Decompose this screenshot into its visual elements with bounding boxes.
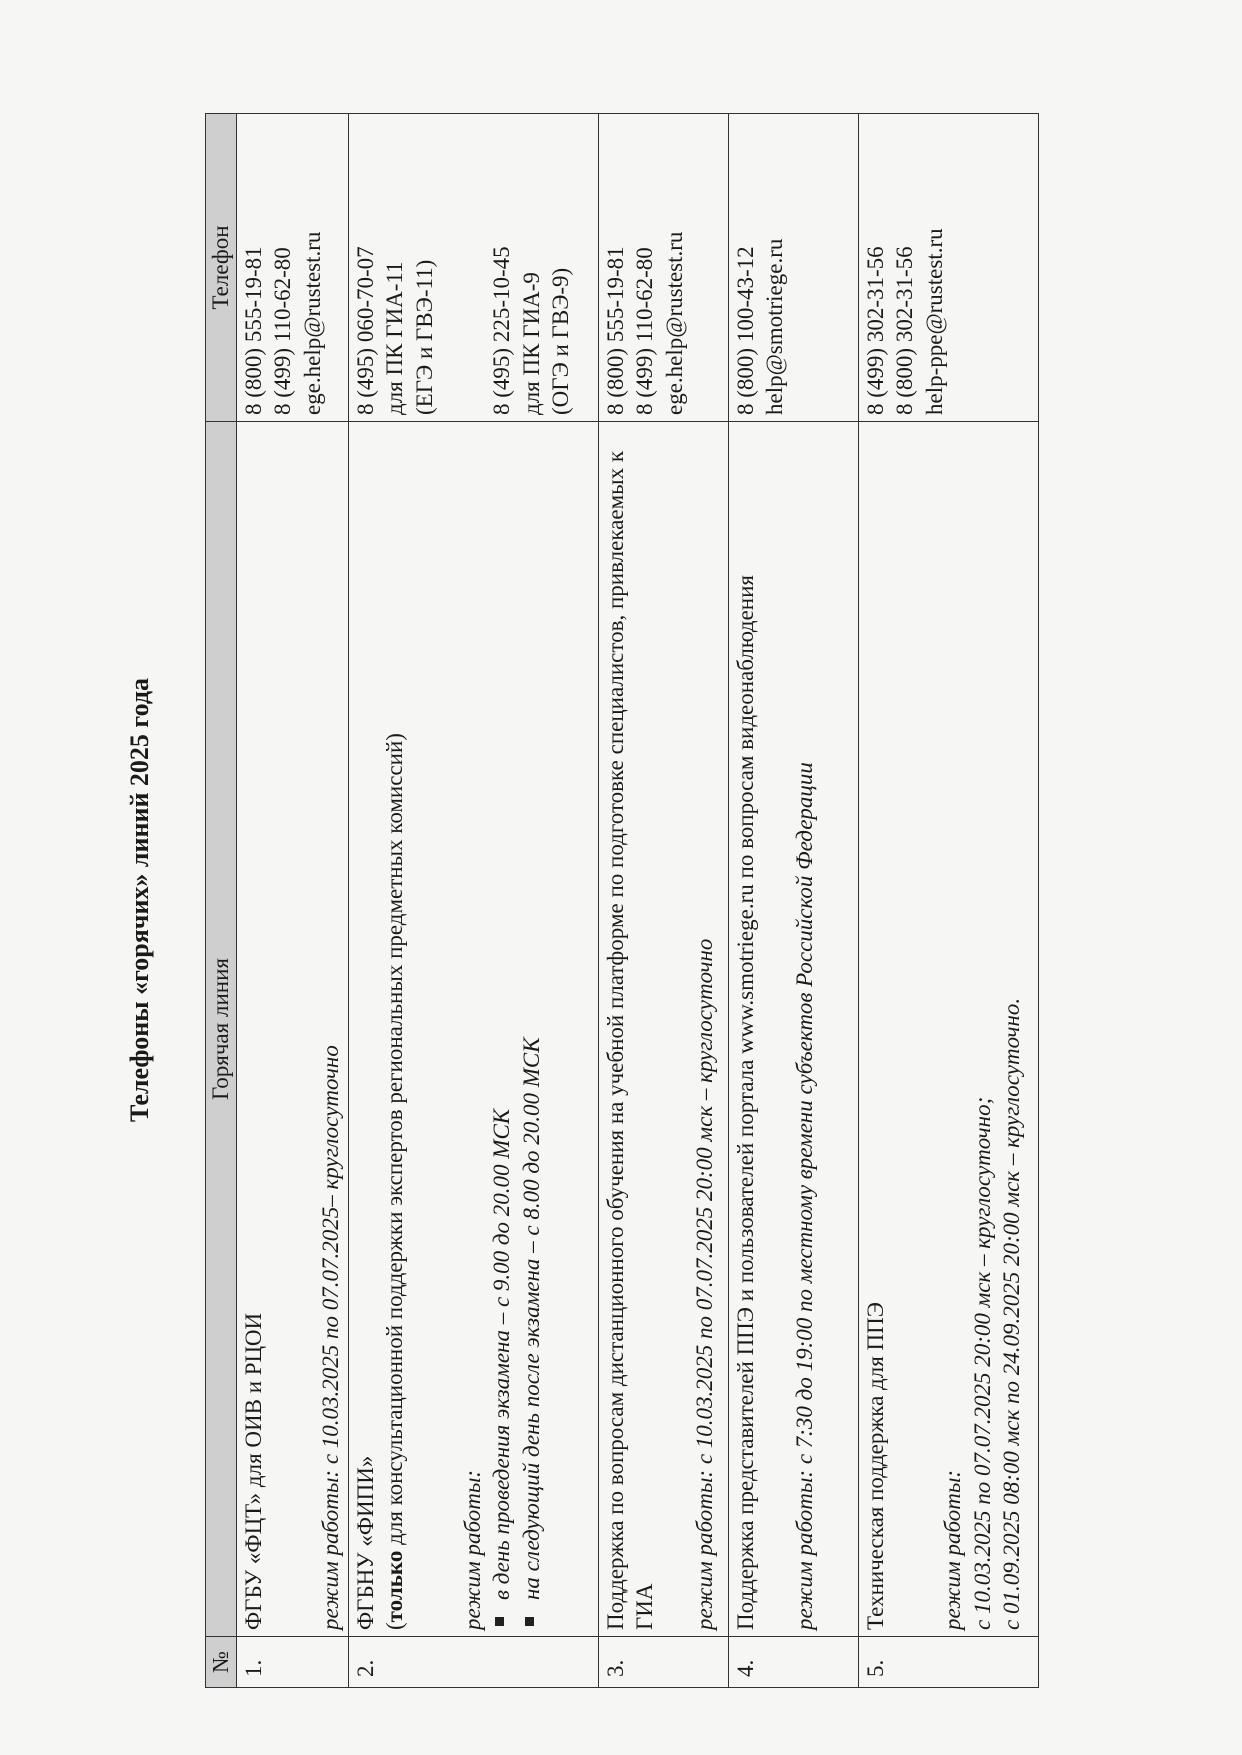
work-mode-label: режим работы:: [459, 1469, 485, 1630]
table-header-row: [206, 114, 237, 1688]
table-row: [728, 114, 858, 1688]
phone-number: 8 (800) 555-19-81: [241, 246, 266, 415]
phone-cell: [728, 114, 858, 422]
hotlines-table: [205, 113, 1039, 1688]
phone-note: для ПК ГИА-11: [382, 261, 408, 415]
hotline-name: Техническая поддержка для ППЭ: [862, 1302, 888, 1630]
email-address: ege.help@rustest.ru: [299, 231, 325, 415]
hotline-cell: [728, 422, 858, 1637]
row-number: 5.: [858, 1637, 1038, 1688]
table-row: [348, 114, 598, 1688]
phone-number: 8 (800) 100-43-12: [732, 246, 758, 415]
phone-number: 8 (499) 110-62-80: [270, 247, 296, 415]
rotated-content: [85, 100, 1215, 1700]
email-address: help-ppe@rustest.ru: [921, 228, 947, 415]
hotline-name: ФГБНУ «ФИПИ»: [352, 1455, 378, 1630]
phone-cell: [598, 114, 728, 422]
list-item: в день проведения экзамена – с 9.00 до 20.00 МСК: [487, 428, 516, 1600]
email-address: ege.help@rustest.ru: [661, 231, 687, 415]
header-phone: Телефон: [206, 114, 237, 422]
work-mode: режим работы: с 10.03.2025 по 07.07.2025 20:00 мск – круглосуточно: [691, 938, 717, 1630]
page-title: Телефоны «горячих» линий 2025 года: [125, 678, 154, 1123]
phone-cell: [858, 114, 1038, 422]
row-number: 2.: [348, 1637, 598, 1688]
email-address: help@smotriege.ru: [762, 238, 788, 415]
phone-number: 8 (499) 302-31-56: [862, 246, 888, 415]
phone-number: 8 (495) 060-70-07: [352, 246, 378, 415]
phone-number: 8 (800) 302-31-56: [892, 246, 918, 415]
row-number: 4.: [728, 1637, 858, 1688]
work-mode: режим работы: с 7:30 до 19:00 по местному времени субъектов Российской Федерации: [792, 762, 818, 1630]
phone-exam: (ОГЭ и ГВЭ-9): [548, 267, 574, 415]
table-row: [598, 114, 728, 1688]
row-number: 1.: [237, 1637, 349, 1688]
hotline-cell: [348, 422, 598, 1637]
hotline-note: (только для консультационной поддержки экспертов региональных предметных комиссий): [382, 733, 408, 1630]
hotline-name: ФГБУ «ФЦТ» для ОИВ и РЦОИ: [241, 1312, 266, 1630]
header-line: Горячая линия: [206, 422, 237, 1637]
work-mode-label: режим работы:: [940, 1469, 966, 1630]
hotline-name: Поддержка представителей ППЭ и пользователей портала www.smotriege.ru по вопросам видеонаблюдения: [732, 575, 758, 1630]
hotline-cell: [598, 422, 728, 1637]
table-row: [858, 114, 1038, 1688]
phone-number: 8 (800) 555-19-81: [602, 246, 628, 415]
phone-number: 8 (495) 225-10-45: [489, 246, 515, 415]
table-row: [237, 114, 349, 1688]
note-bold: только: [382, 1550, 408, 1623]
hotline-cell: [858, 422, 1038, 1637]
phone-cell: [237, 114, 349, 422]
phone-number: 8 (499) 110-62-80: [632, 247, 658, 415]
hotline-name: Поддержка по вопросам дистанционного обучения на учебной платформе по подготовке специалистов, привлекаемых к ГИА: [602, 451, 658, 1630]
work-mode-line: с 10.03.2025 по 07.07.2025 20:00 мск – круглосуточно;: [969, 1096, 995, 1630]
phone-cell: [348, 114, 598, 422]
work-mode-list: [487, 428, 546, 1630]
header-num: №: [206, 1637, 237, 1688]
work-mode: режим работы: с 10.03.2025 по 07.07.2025– круглосуточно: [318, 1045, 344, 1630]
list-item: на следующий день после экзамена – с 8.00 до 20.00 МСК: [517, 428, 546, 1600]
row-number: 3.: [598, 1637, 728, 1688]
hotline-cell: [237, 422, 349, 1637]
work-mode-line: с 01.09.2025 08:00 мск по 24.09.2025 20:00 мск – круглосуточно.: [999, 997, 1025, 1630]
phone-note: для ПК ГИА-9: [518, 272, 544, 415]
phone-exam: (ЕГЭ и ГВЭ-11): [411, 259, 437, 415]
